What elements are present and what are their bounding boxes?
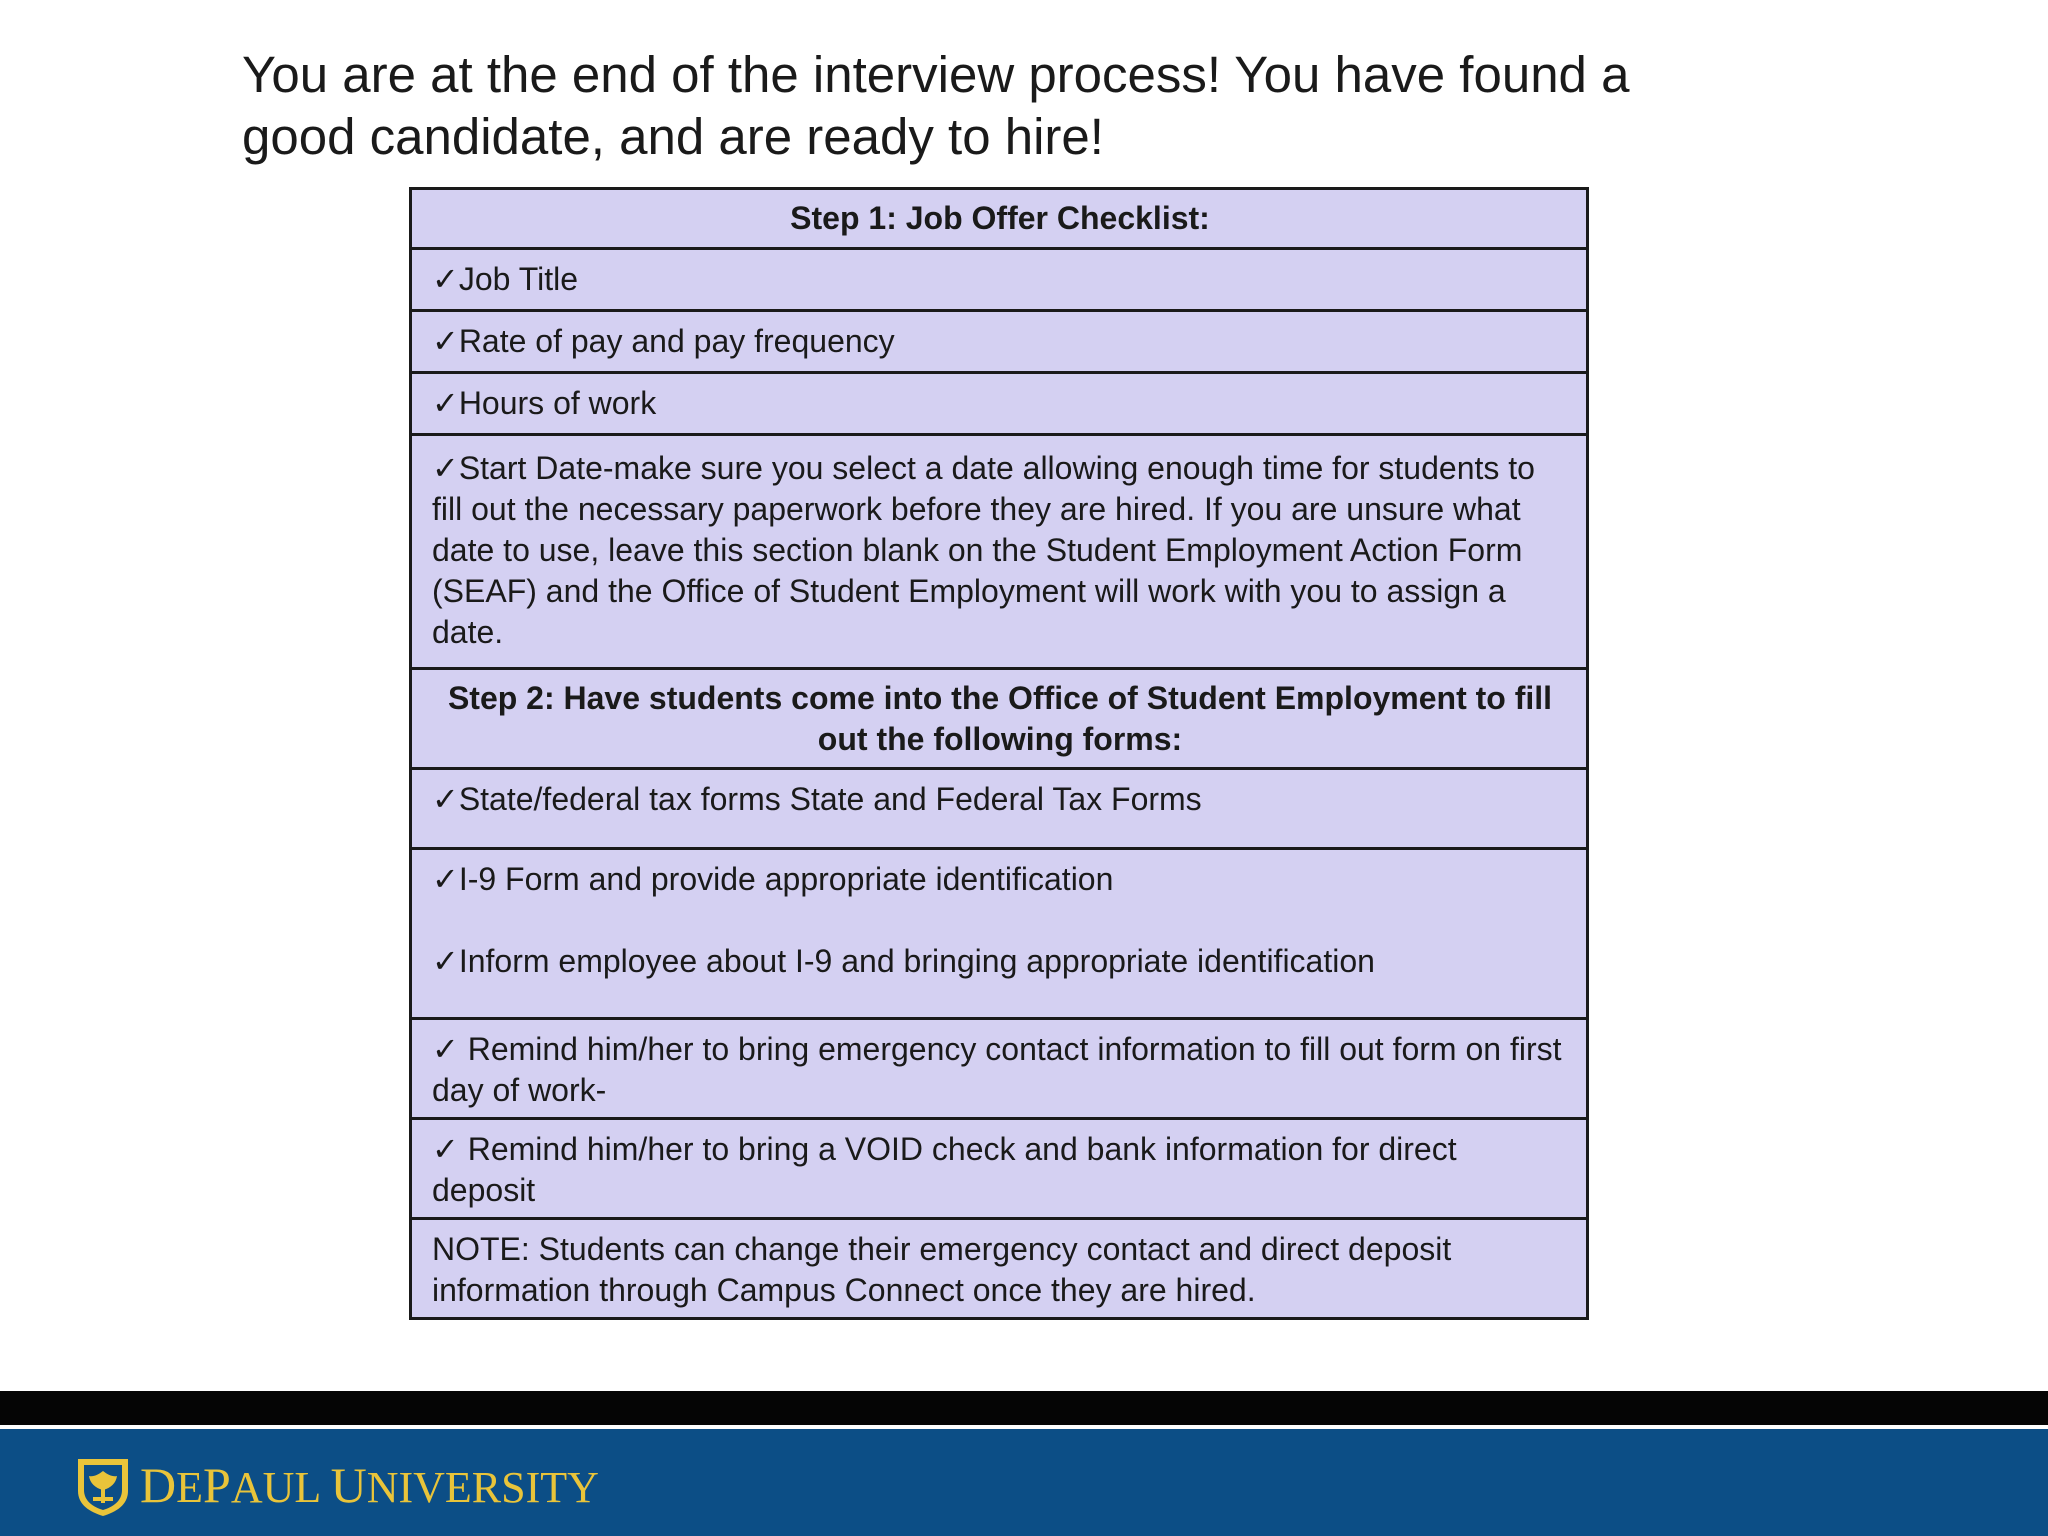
heading-line-1: You are at the end of the interview process! You have found a bbox=[242, 46, 1630, 103]
spacer bbox=[432, 900, 1568, 941]
checklist-item-rate-of-pay: ✓Rate of pay and pay frequency bbox=[411, 311, 1588, 373]
checklist-item-i9-form: ✓I-9 Form and provide appropriate identification bbox=[432, 861, 1114, 897]
step-1-title: Step 1: Job Offer Checklist: bbox=[411, 189, 1588, 249]
table-row bbox=[411, 189, 1588, 249]
table-row bbox=[411, 1219, 1588, 1319]
slide-heading bbox=[242, 44, 1802, 168]
checklist-item-job-title: ✓Job Title bbox=[411, 249, 1588, 311]
table-row bbox=[411, 669, 1588, 769]
table-row bbox=[411, 311, 1588, 373]
checklist-item-void-check: ✓ Remind him/her to bring a VOID check and bank information for direct deposit bbox=[411, 1119, 1588, 1219]
step-2-title: Step 2: Have students come into the Office of Student Employment to fill out the following forms: bbox=[411, 669, 1588, 769]
table-row bbox=[411, 435, 1588, 669]
checklist-item-emergency-contact: ✓ Remind him/her to bring emergency contact information to fill out form on first day of work- bbox=[411, 1019, 1588, 1119]
checklist-item-start-date: ✓Start Date-make sure you select a date allowing enough time for students to fill out the necessary paperwork before they are hired. If you are unsure what date to use, leave this section blank on the Student Employment Action Form (SEAF) and the Office of Student Employment will work with you to assign a date. bbox=[411, 435, 1588, 669]
heading-line-2: good candidate, and are ready to hire! bbox=[242, 108, 1104, 165]
table-row bbox=[411, 249, 1588, 311]
checklist-item-tax-forms: ✓State/federal tax forms State and Federal Tax Forms bbox=[411, 769, 1588, 849]
table-row bbox=[411, 1019, 1588, 1119]
checklist-item-inform-i9: ✓Inform employee about I-9 and bringing appropriate identification bbox=[432, 943, 1375, 979]
footer-bar bbox=[0, 1429, 2048, 1536]
table-row bbox=[411, 1119, 1588, 1219]
university-wordmark: DEPAUL UNIVERSITY bbox=[140, 1457, 599, 1513]
depaul-shield-icon bbox=[76, 1457, 130, 1517]
table-row bbox=[411, 373, 1588, 435]
checklist-note: NOTE: Students can change their emergency contact and direct deposit information through Campus Connect once they are hired. bbox=[411, 1219, 1588, 1319]
checklist-item-hours-of-work: ✓Hours of work bbox=[411, 373, 1588, 435]
checklist-cell-i9 bbox=[411, 849, 1588, 1019]
table-row bbox=[411, 769, 1588, 849]
footer-divider-bar bbox=[0, 1391, 2048, 1425]
table-row bbox=[411, 849, 1588, 1019]
job-offer-checklist-table bbox=[409, 187, 1589, 1320]
